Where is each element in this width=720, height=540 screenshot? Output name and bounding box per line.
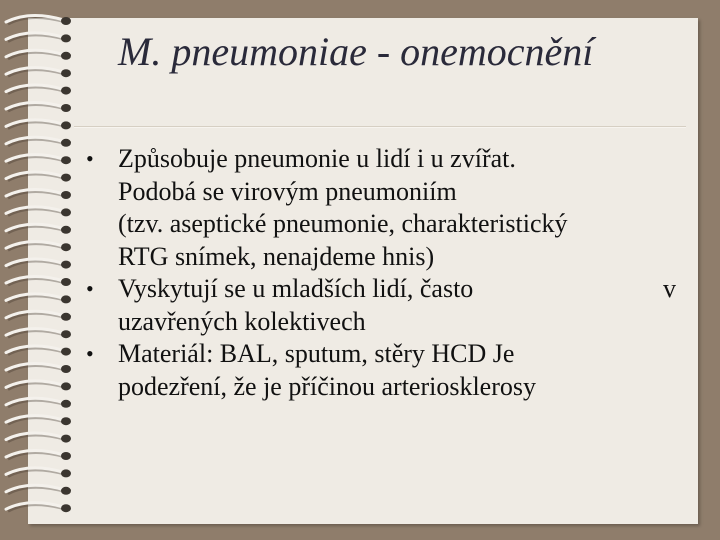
bullet-marker: •: [86, 276, 94, 301]
bullet-line: podezření, že je příčinou arteriosklerosy: [118, 371, 536, 401]
binding-ring: [6, 224, 71, 234]
bullet-line: Podobá se virovým pneumoniím: [118, 176, 457, 206]
binding-ring: [6, 276, 71, 286]
binding-ring: [6, 137, 71, 147]
binding-ring: [6, 259, 71, 269]
title-divider: [74, 126, 686, 127]
binding-ring: [6, 33, 71, 43]
bullet-marker: •: [86, 341, 94, 366]
bullet-text: [118, 338, 691, 403]
binding-ring: [6, 450, 71, 460]
binding-ring: [6, 155, 71, 165]
bullet-item-2: [86, 273, 691, 338]
binding-ring: [6, 311, 71, 321]
binding-ring: [6, 120, 71, 130]
binding-ring: [6, 207, 71, 217]
binding-ring: [6, 50, 71, 60]
bullet-line: Způsobuje pneumonie u lidí i u zvířat.: [118, 144, 516, 173]
binding-ring: [6, 85, 71, 95]
bullet-line: (tzv. aseptické pneumonie, charakteristický: [118, 209, 568, 238]
bullet-line-justified: [118, 273, 676, 306]
binding-ring: [6, 68, 71, 78]
binding-ring: [6, 329, 71, 339]
binding-ring: [6, 381, 71, 391]
bullet-item-1: [86, 143, 691, 273]
bullet-line: RTG snímek, nenajdeme hnis): [118, 241, 435, 271]
slide-content: [86, 143, 691, 403]
binding-ring: [6, 468, 71, 478]
bullet-text: [118, 143, 691, 273]
bullet-line: Materiál: BAL, sputum, stěry HCD Je: [118, 339, 515, 368]
binding-ring: [6, 294, 71, 304]
bullet-item-3: [86, 338, 691, 403]
binding-ring: [6, 242, 71, 252]
binding-ring: [6, 172, 71, 182]
binding-ring: [6, 346, 71, 356]
binding-ring: [6, 189, 71, 199]
binding-ring: [6, 416, 71, 426]
bullet-line-right: v: [663, 274, 676, 303]
slide-title: M. pneumoniae - onemocnění: [118, 29, 594, 74]
binding-ring: [6, 102, 71, 112]
bullet-marker: •: [86, 146, 94, 171]
binding-ring: [6, 398, 71, 408]
binding-ring: [6, 363, 71, 373]
bullet-line: uzavřených kolektivech: [118, 306, 366, 336]
binding-ring: [6, 503, 71, 513]
spiral-binding-icon: [0, 0, 80, 540]
bullet-text: [118, 273, 691, 338]
binding-ring: [6, 433, 71, 443]
binding-ring: [6, 15, 71, 25]
binding-ring: [6, 485, 71, 495]
bullet-line-left: Vyskytují se u mladších lidí, často: [118, 274, 474, 303]
